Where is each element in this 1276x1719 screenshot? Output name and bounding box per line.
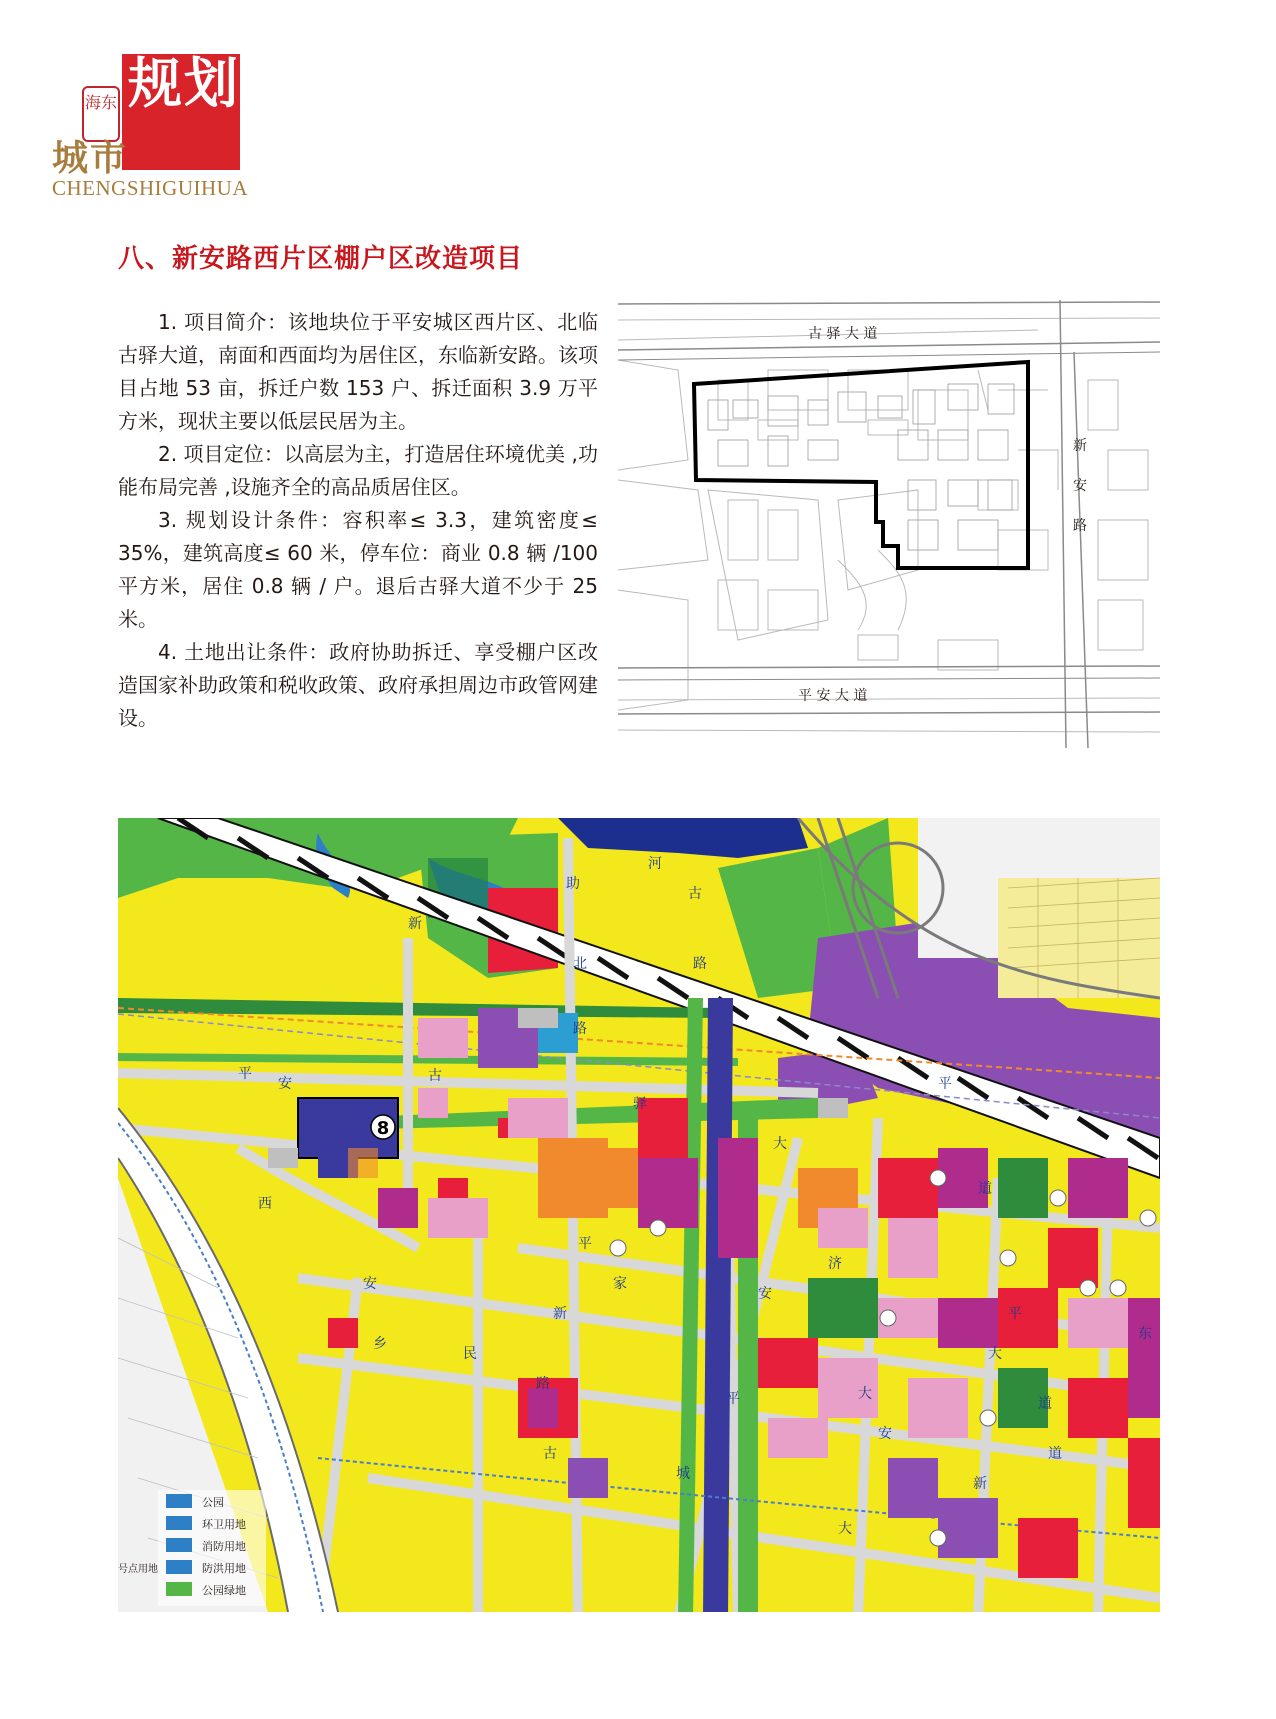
label-an-4: 安 (878, 1426, 892, 1442)
legend-swatch-fire (166, 1538, 192, 1552)
label-ping-5: 平 (1008, 1306, 1022, 1322)
label-dao-3: 道 (1048, 1446, 1062, 1462)
label-an-3: 安 (758, 1286, 772, 1302)
label-da-1: 大 (773, 1136, 787, 1152)
legend-label-1: 环卫用地 (202, 1518, 246, 1531)
logo-seal: 海东 (82, 86, 120, 142)
legend-label-2: 消防用地 (202, 1540, 246, 1553)
legend-swatch-greenspace (166, 1582, 192, 1596)
logo-main-text: 规划 (128, 51, 240, 115)
label-an-2: 安 (363, 1276, 377, 1292)
paragraph-intro: 1. 项目简介：该地块位于平安城区西片区、北临古驿大道，南面和西面均为居住区，东临新安路。该项目占地 53 亩，拆迁户数 153 户、拆迁面积 3.9 万平方米，现状主要以低层民居为主。 (118, 310, 598, 433)
label-dao-2: 道 (1038, 1396, 1052, 1412)
label-ping-3: 平 (578, 1236, 592, 1252)
road-label-guyi: 古 驿 大 道 (808, 326, 878, 342)
label-gu-2: 古 (688, 886, 702, 902)
road-label-xinan-1: 新 (1073, 438, 1087, 454)
label-dao-1: 道 (978, 1181, 992, 1197)
label-xin-2: 新 (553, 1306, 567, 1322)
label-zhu-1: 助 (566, 876, 580, 892)
project-description (118, 306, 598, 735)
paragraph-conditions: 3. 规划设计条件：容积率≤ 3.3，建筑密度≤ 35%，建筑高度≤ 60 米，停车位：商业 0.8 辆 /100 平方米，居住 0.8 辆 / 户。退后古驿大道不少于 25 米。 (118, 508, 598, 631)
label-xin-1: 新 (408, 916, 422, 932)
label-cheng-1: 城 (676, 1466, 690, 1482)
legend-swatch-flood (166, 1560, 192, 1574)
legend-label-4: 公园绿地 (202, 1584, 246, 1597)
label-da-3: 大 (988, 1346, 1002, 1362)
label-xiang-1: 乡 (373, 1336, 387, 1352)
legend-label-0: 公园 (202, 1496, 224, 1509)
legend-label-3: 防洪用地 (202, 1562, 246, 1575)
road-label-xinan-2: 安 (1073, 478, 1087, 494)
label-yi-1: 驿 (633, 1096, 647, 1112)
site-number: 8 (376, 1118, 390, 1139)
paragraph-land-transfer: 4. 土地出让条件：政府协助拆迁、享受棚户区改造国家补助政策和税收政策、政府承担周边市政管网建设。 (118, 640, 598, 730)
legend-side-label: 号点用地 (118, 1564, 158, 1575)
label-da-2: 大 (838, 1521, 852, 1537)
logo-city-text: 城市 (52, 137, 129, 179)
label-bei-1: 北 (573, 956, 587, 972)
label-lu-1: 路 (573, 1021, 587, 1037)
label-an-1: 安 (278, 1076, 292, 1092)
site-plan-map (618, 300, 1160, 748)
paragraph-positioning: 2. 项目定位：以高层为主，打造居住环境优美 ,功能布局完善 ,设施齐全的高品质居住区。 (118, 442, 598, 499)
legend-swatch-sanitation (166, 1516, 192, 1530)
label-gu-3: 古 (543, 1446, 557, 1462)
label-ping-1: 平 (238, 1066, 252, 1082)
label-xin-3: 新 (973, 1476, 987, 1492)
label-gu-1: 古 (428, 1068, 442, 1084)
label-dong-1: 东 (1138, 1326, 1152, 1342)
label-ping-4: 平 (726, 1391, 740, 1407)
label-da-4: 大 (858, 1386, 872, 1402)
label-lu-3: 路 (536, 1376, 550, 1392)
label-jia-1: 家 (613, 1276, 627, 1292)
road-label-pingan: 平 安 大 道 (798, 688, 868, 704)
label-he-1: 河 (648, 856, 662, 872)
section-title: 八、新安路西片区棚户区改造项目 (118, 244, 524, 274)
logo-english-text: CHENGSHIGUIHUA (52, 176, 248, 200)
label-min-1: 民 (463, 1346, 477, 1362)
label-lu-2: 路 (693, 956, 707, 972)
brand-logo (52, 52, 282, 202)
label-xi-1: 西 (258, 1196, 272, 1212)
label-ping-2: 平 (938, 1076, 952, 1092)
legend-swatch-park (166, 1494, 192, 1508)
label-ji-1: 济 (828, 1256, 842, 1272)
road-label-xinan-3: 路 (1073, 518, 1087, 534)
land-use-map (118, 818, 1160, 1612)
